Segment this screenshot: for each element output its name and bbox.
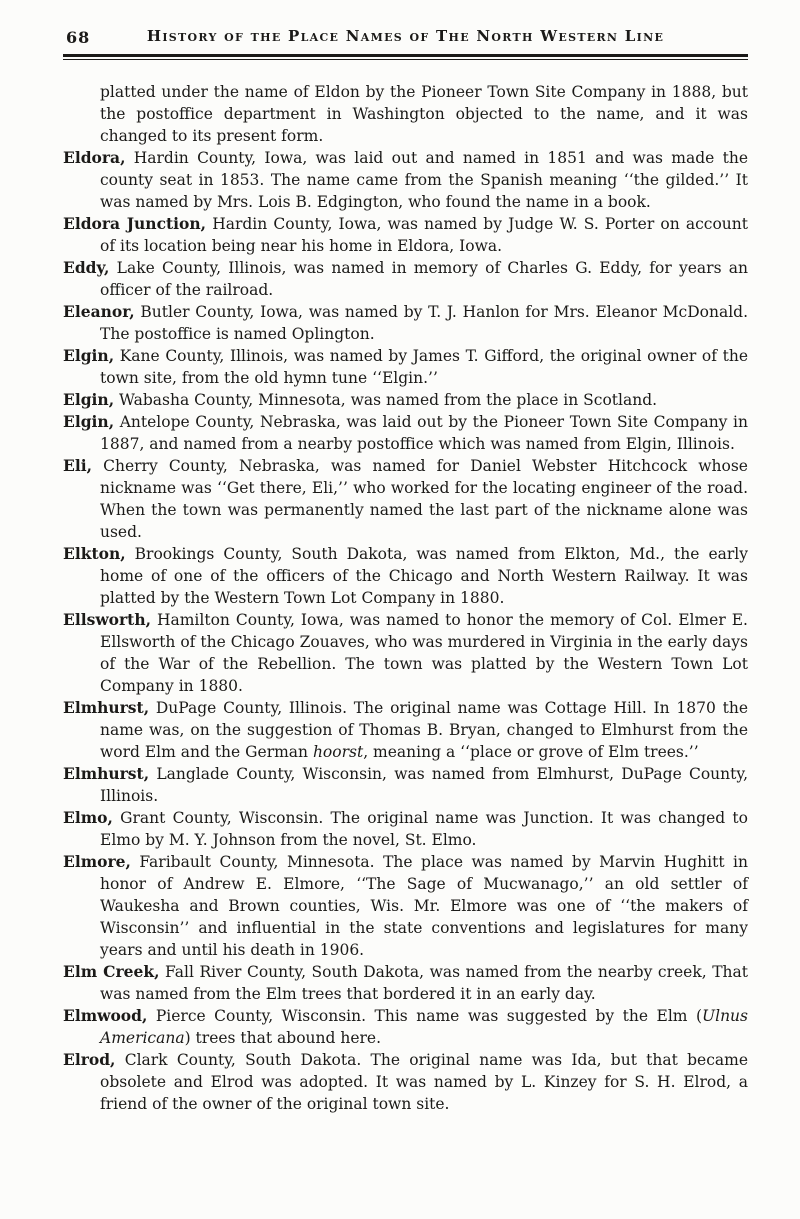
entry-headword: Elrod, — [63, 1050, 116, 1069]
entry-headword: Eli, — [63, 456, 92, 475]
entry-elmo — [63, 807, 748, 851]
entry-text: Hamilton County, Iowa, was named to honor the memory of Col. Elmer E. Ellsworth of the Chicago Zouaves, who was murdered in Virginia in the early days of the War of the Rebellion. The town was platted by the Western Town Lot Company in 1880. — [100, 611, 748, 695]
entry-eddy — [63, 257, 748, 301]
entry-headword: Eleanor, — [63, 302, 135, 321]
entry-headword: Ellsworth, — [63, 610, 151, 629]
entry-text: Pierce County, Wisconsin. This name was suggested by the Elm ( — [147, 1007, 703, 1025]
entry-text: Butler County, Iowa, was named by T. J. Hanlon for Mrs. Eleanor McDonald. The postoffice is named Oplington. — [100, 303, 748, 343]
entry-text: Faribault County, Minnesota. The place was named by Marvin Hughitt in honor of Andrew E. Elmore, ‘‘The Sage of Mucwanago,’’ an old settler of Waukesha and Brown counties, Wis. Mr. Elmore was one of ‘‘the makers of Wisconsin’’ and influential in the state conventions and legislatures for many years and until his death in 1906. — [100, 853, 748, 959]
entry-elm-creek — [63, 961, 748, 1005]
entry-text: Antelope County, Nebraska, was laid out by the Pioneer Town Site Company in 1887, and named from a nearby postoffice which was named from Elgin, Illinois. — [100, 413, 748, 453]
page-title: History of the Place Names of The North Western Line — [146, 27, 665, 45]
entry-text: Cherry County, Nebraska, was named for Daniel Webster Hitchcock whose nickname was ‘‘Get there, Eli,’’ who worked for the locating engineer of the road. When the town was permanently named the last part of the nickname alone was used. — [92, 457, 748, 541]
page-header — [63, 27, 748, 49]
entry-elmhurst — [63, 697, 748, 763]
entries-list — [63, 81, 748, 1115]
entry-elmhurst — [63, 763, 748, 807]
entry-text: Clark County, South Dakota. The original name was Ida, but that became obsolete and Elrod was adopted. It was named by L. Kinzey for S. H. Elrod, a friend of the owner of the original town site. — [100, 1051, 748, 1113]
entry-text: Hardin County, Iowa, was laid out and named in 1851 and was made the county seat in 1853. The name came from the Spanish meaning ‘‘the gilded.’’ It was named by Mrs. Lois B. Edgington, who found the name in a book. — [100, 149, 748, 211]
entry-headword: Elgin, — [63, 390, 115, 409]
entry-headword: Elmhurst, — [63, 764, 150, 783]
entry-headword: Elmore, — [63, 852, 131, 871]
entry-headword: Elmhurst, — [63, 698, 150, 717]
entry-elgin — [63, 345, 748, 389]
entry-headword: Elm Creek, — [63, 962, 160, 981]
entry-text: DuPage County, Illinois. The original name was Cottage Hill. In 1870 the name was, on the suggestion of Thomas B. Bryan, changed to Elmhurst from the word Elm and the German — [100, 699, 748, 761]
entry-elrod — [63, 1049, 748, 1115]
entry-eli — [63, 455, 748, 543]
entry-headword: Eldora, — [63, 148, 126, 167]
entry-eldora — [63, 147, 748, 213]
entry-headword: Elgin, — [63, 346, 115, 365]
entry-headword: Eddy, — [63, 258, 110, 277]
entry-headword: Elgin, — [63, 412, 115, 431]
entry-elgin — [63, 411, 748, 455]
entry-eldora-junction — [63, 213, 748, 257]
entry-text: platted under the name of Eldon by the Pioneer Town Site Company in 1888, but the postoffice department in Washington objected to the name, and it was changed to its present form. — [100, 83, 748, 145]
entry-text: Langlade County, Wisconsin, was named from Elmhurst, DuPage County, Illinois. — [100, 765, 748, 805]
entry-text: Grant County, Wisconsin. The original name was Junction. It was changed to Elmo by M. Y. Johnson from the novel, St. Elmo. — [100, 809, 748, 849]
entry-text-italic: Ulnus Americana — [100, 1007, 748, 1047]
entry-text: Brookings County, South Dakota, was named from Elkton, Md., the early home of one of the officers of the Chicago and North Western Railway. It was platted by the Western Town Lot Company in 1880. — [100, 545, 748, 607]
entry-text: ) trees that abound here. — [184, 1029, 381, 1047]
entry-continuation — [63, 81, 748, 147]
entry-text: Fall River County, South Dakota, was named from the nearby creek, That was named from the Elm trees that bordered it in an early day. — [100, 963, 748, 1003]
entry-text: Kane County, Illinois, was named by James T. Gifford, the original owner of the town site, from the old hymn tune ‘‘Elgin.’’ — [100, 347, 748, 387]
header-rule — [63, 54, 748, 60]
entry-elmore — [63, 851, 748, 961]
entry-elmwood — [63, 1005, 748, 1049]
entry-headword: Elkton, — [63, 544, 126, 563]
entry-text: Wabasha County, Minnesota, was named from the place in Scotland. — [114, 391, 658, 409]
entry-headword: Eldora Junction, — [63, 214, 207, 233]
entry-ellsworth — [63, 609, 748, 697]
entry-text: Lake County, Illinois, was named in memory of Charles G. Eddy, for years an officer of the railroad. — [100, 259, 748, 299]
entry-text: Hardin County, Iowa, was named by Judge W. S. Porter on account of its location being near his home in Eldora, Iowa. — [100, 215, 748, 255]
page-number: 68 — [66, 28, 91, 47]
entry-elgin — [63, 389, 748, 411]
entry-elkton — [63, 543, 748, 609]
entry-headword: Elmwood, — [63, 1006, 148, 1025]
entry-text-italic: hoorst — [312, 743, 364, 761]
entry-headword: Elmo, — [63, 808, 113, 827]
entry-text: , meaning a ‘‘place or grove of Elm trees.’’ — [363, 743, 699, 761]
entry-eleanor — [63, 301, 748, 345]
